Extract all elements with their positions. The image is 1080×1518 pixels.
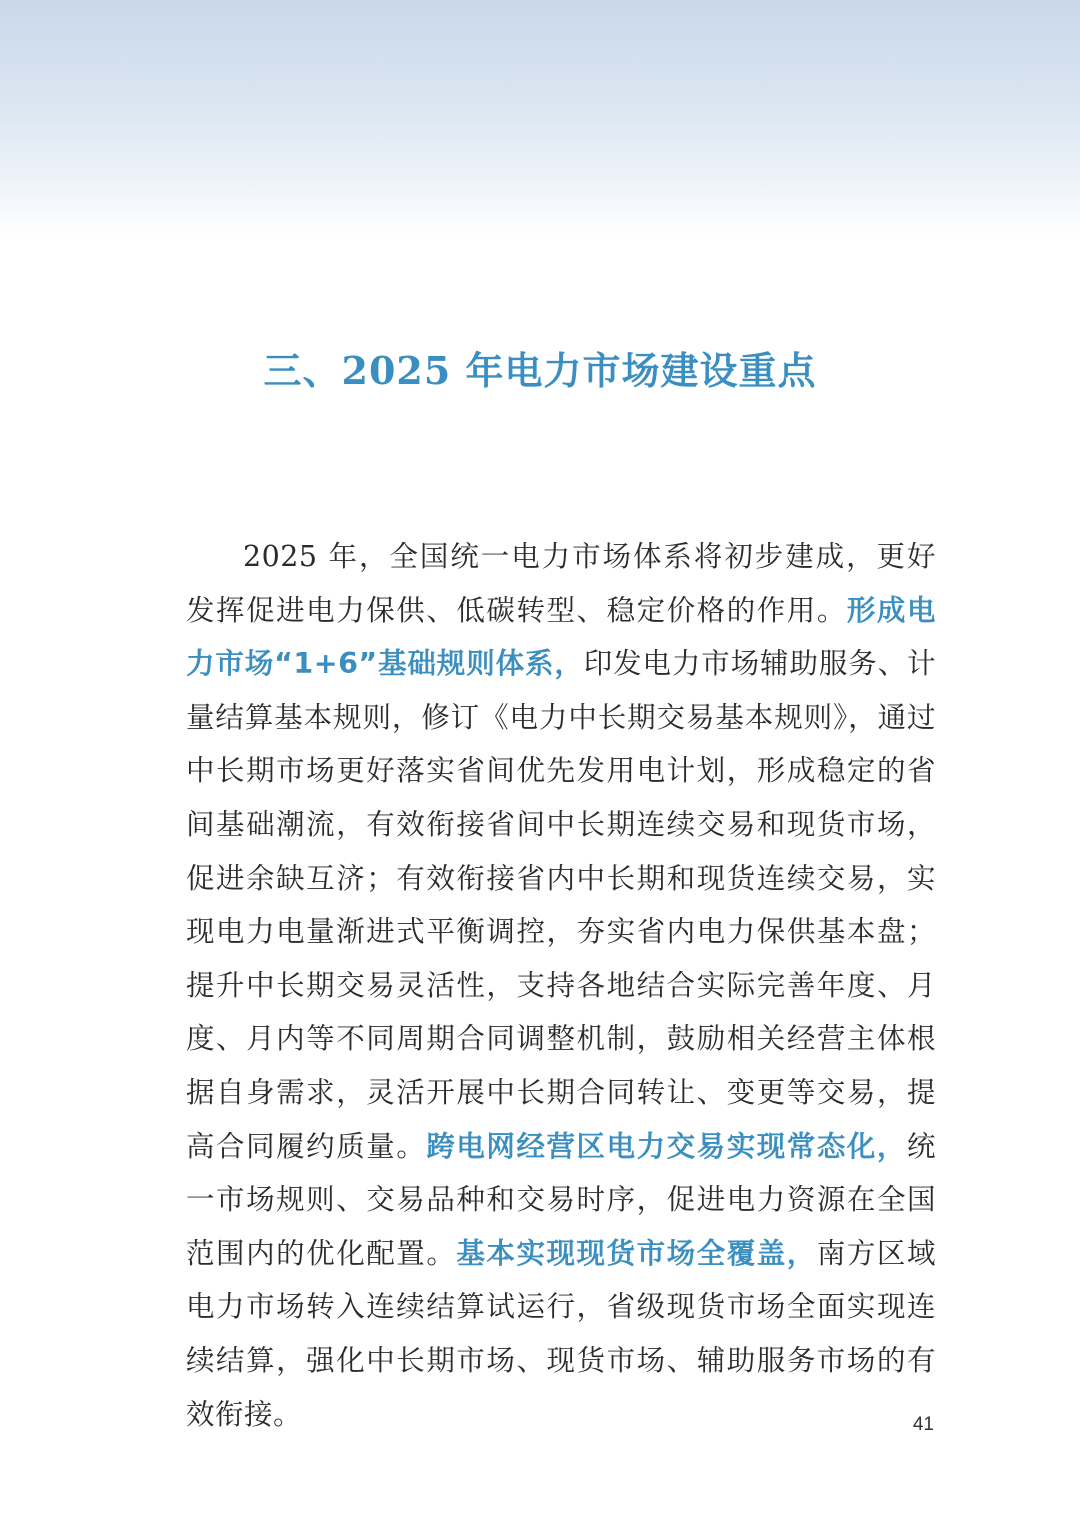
text-run: 统一市场规则、交易品种和交易时序，促进电力资源在全国范围内的优化配置。: [186, 1129, 936, 1270]
text-run: 南方区域电力市场转入连续结算试运行，省级现货市场全面实现连续结算，强化中长期市场、现货市场、辅助服务市场的有效衔接。: [186, 1236, 936, 1431]
highlight-phrase-spot-market-coverage: 基本实现现货市场全覆盖，: [456, 1236, 817, 1270]
text-run: 2025 年，全国统一电力市场体系将初步建成，更好发挥促进电力保供、低碳转型、稳定价格的作用。: [186, 540, 936, 627]
highlight-phrase-cross-grid-trading: 跨电网经营区电力交易实现常态化，: [426, 1129, 907, 1163]
section-heading: 三、2025 年电力市场建设重点: [263, 348, 817, 393]
highlight-phrase-rules-system: 形成电力市场“1+6”基础规则体系，: [186, 593, 936, 681]
header-gradient-band: [0, 0, 1080, 240]
page-number: 41: [912, 1414, 934, 1435]
body-paragraph: [186, 530, 936, 1441]
text-run: 印发电力市场辅助服务、计量结算基本规则，修订《电力中长期交易基本规则》，通过中长期市场更好落实省间优先发用电计划，形成稳定的省间基础潮流，有效衔接省间中长期连续交易和现货市场，促进余缺互济；有效衔接省内中长期和现货连续交易，实现电力电量渐进式平衡调控，夯实省内电力保供基本盘；提升中长期交易灵活性，支持各地结合实际完善年度、月度、月内等不同周期合同调整机制，鼓励相关经营主体根据自身需求，灵活开展中长期合同转让、变更等交易，提高合同履约质量。: [186, 647, 936, 1163]
